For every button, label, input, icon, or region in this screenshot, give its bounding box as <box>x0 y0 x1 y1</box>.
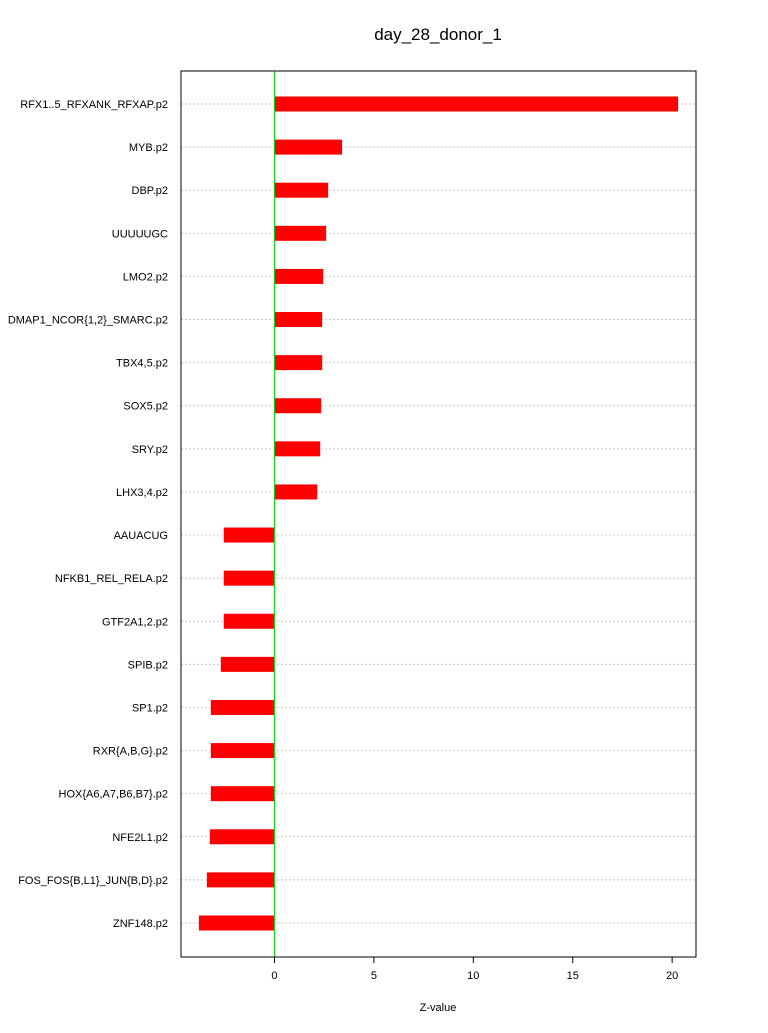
bar-1 <box>274 97 678 112</box>
x-tick-label: 20 <box>666 970 679 982</box>
chart-title: day_28_donor_1 <box>374 25 502 44</box>
bar-17 <box>211 786 275 801</box>
bar-14 <box>221 657 275 672</box>
category-labels <box>8 99 168 930</box>
x-tick-label: 5 <box>370 970 377 982</box>
category-label: MYB.p2 <box>128 142 168 155</box>
category-label: LHX3,4.p2 <box>116 486 168 499</box>
category-label: SP1.p2 <box>131 702 168 715</box>
x-axis <box>271 957 678 982</box>
bar-9 <box>274 441 320 456</box>
bar-6 <box>274 312 322 327</box>
bar-5 <box>274 269 323 284</box>
bar-2 <box>274 140 342 155</box>
category-label: DMAP1_NCOR{1,2}_SMARC.p2 <box>7 314 168 327</box>
category-label: SPIB.p2 <box>127 659 168 672</box>
category-label: LMO2.p2 <box>122 271 168 284</box>
category-label: NFE2L1.p2 <box>112 831 168 844</box>
category-label: DBP.p2 <box>131 185 168 198</box>
bar-3 <box>274 183 328 198</box>
bars <box>199 97 678 931</box>
category-label: ZNF148.p2 <box>112 918 168 930</box>
category-label: SRY.p2 <box>131 443 168 456</box>
bar-10 <box>274 484 317 499</box>
category-label: TBX4,5.p2 <box>116 357 168 370</box>
category-label: HOX{A6,A7,B6,B7}.p2 <box>58 788 168 801</box>
bar-19 <box>207 872 275 887</box>
category-label: UUUUUGC <box>111 228 168 241</box>
bar-20 <box>199 916 275 931</box>
bar-8 <box>274 398 321 413</box>
category-label: RXR{A,B,G}.p2 <box>92 745 168 758</box>
x-tick-label: 15 <box>566 970 579 982</box>
category-label: GTF2A1,2.p2 <box>101 616 168 629</box>
category-label: NFKB1_REL_RELA.p2 <box>54 573 168 586</box>
bar-18 <box>210 829 275 844</box>
bar-4 <box>274 226 326 241</box>
category-label: SOX5.p2 <box>123 400 168 413</box>
bar-15 <box>211 700 275 715</box>
x-tick-label: 0 <box>271 970 278 982</box>
bar-7 <box>274 355 322 370</box>
category-label: FOS_FOS{B,L1}_JUN{B,D}.p2 <box>18 874 168 887</box>
category-label: RFX1..5_RFXANK_RFXAP.p2 <box>20 99 168 111</box>
bar-12 <box>224 571 275 586</box>
category-label: AAUACUG <box>113 530 168 543</box>
bar-11 <box>224 528 275 543</box>
x-tick-label: 10 <box>467 970 480 982</box>
bar-16 <box>211 743 275 758</box>
x-axis-label: Z-value <box>419 1002 457 1014</box>
bar-13 <box>224 614 275 629</box>
plot-frame <box>181 71 696 957</box>
